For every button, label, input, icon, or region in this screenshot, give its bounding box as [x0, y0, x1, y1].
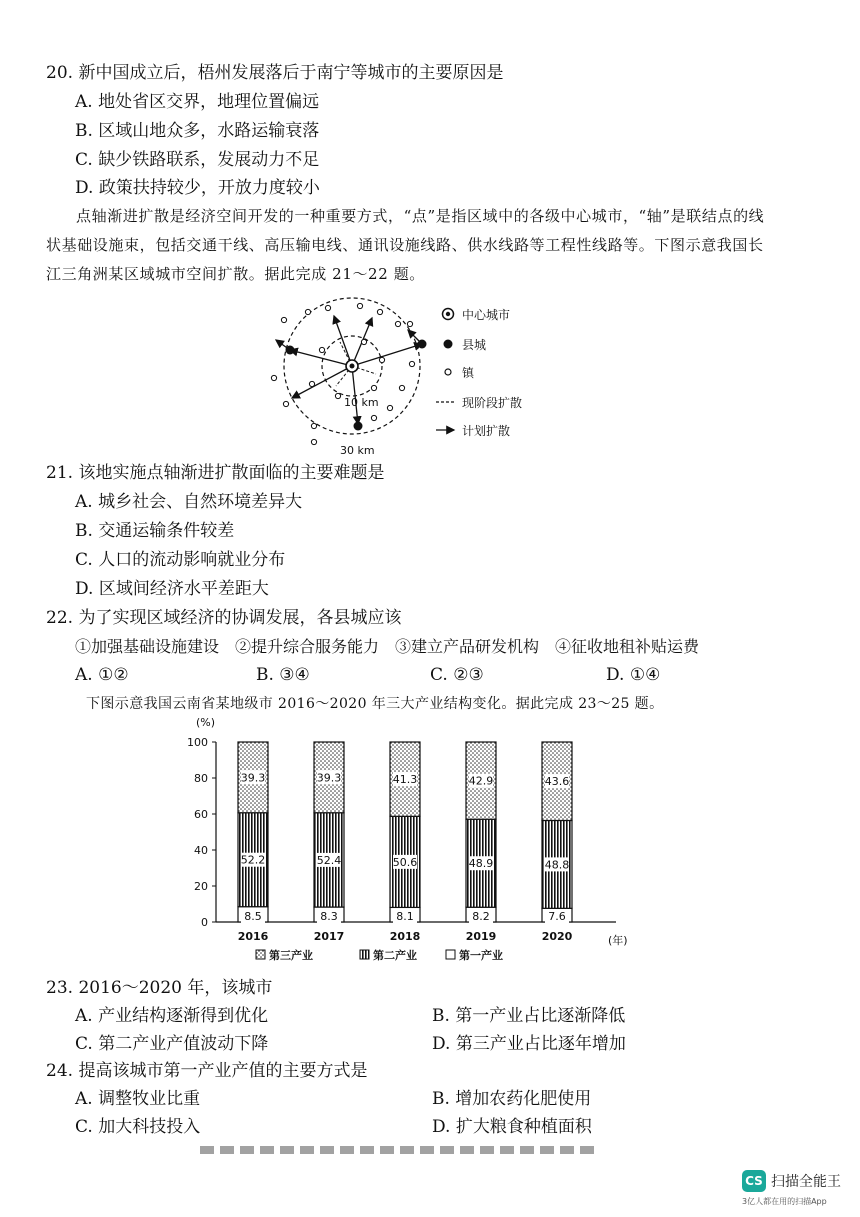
q24-option-b: B. 增加农药化肥使用 — [432, 1089, 592, 1109]
spatial-diffusion-diagram — [262, 294, 562, 460]
legend-town: 镇 — [462, 366, 475, 380]
q22-option-b: B. ③④ — [256, 665, 310, 685]
data-label: 8.5 — [244, 910, 262, 923]
town-markers — [271, 303, 414, 444]
data-label: 41.3 — [392, 773, 418, 787]
y-axis-title: (%) — [196, 716, 216, 729]
outer-radius-label: 30 km — [340, 444, 375, 457]
q20-option-c: C. 缺少铁路联系，发展动力不足 — [75, 150, 320, 170]
intro-paragraph-1: 点轴渐进扩散是经济空间开发的一种重要方式，“点”是指区域中的各级中心城市，“轴”是联结点的线状基础设施束，包括交通干线、高压输电线、通讯设施线路、供水线路等工程性线路等。下图示意我国长江三角洲某区域城市空间扩散。据此完成 21～22 题。 — [46, 207, 765, 283]
legend-label: 第一产业 — [459, 949, 503, 962]
data-label: 39.3 — [240, 771, 266, 785]
q23-stem: 23. 2016～2020 年，该城市 — [46, 978, 273, 998]
county-marker — [354, 422, 363, 431]
q22-stem: 22. 为了实现区域经济的协调发展，各县城应该 — [46, 608, 402, 628]
data-label: 48.9 — [468, 857, 494, 871]
legend-town-icon — [445, 369, 451, 375]
legend-swatch — [256, 950, 265, 959]
q24-stem: 24. 提高该城市第一产业产值的主要方式是 — [46, 1061, 368, 1081]
legend-county-icon — [444, 340, 453, 349]
y-tick-label: 80 — [194, 772, 208, 785]
q21-option-b: B. 交通运输条件较差 — [75, 521, 235, 541]
data-label: 8.1 — [396, 910, 414, 923]
legend-planned: 计划扩散 — [462, 424, 511, 438]
data-label: 8.3 — [320, 910, 338, 923]
y-tick-label: 20 — [194, 880, 208, 893]
data-label: 42.9 — [468, 774, 494, 788]
q24-option-d: D. 扩大粮食种植面积 — [432, 1117, 592, 1137]
x-tick-label: 2018 — [389, 930, 421, 943]
x-tick-label: 2020 — [541, 930, 573, 943]
q24-option-a: A. 调整牧业比重 — [75, 1089, 201, 1109]
legend-swatch — [360, 950, 369, 959]
data-label: 39.3 — [316, 771, 342, 785]
x-axis-unit: (年) — [608, 934, 628, 947]
q22-option-c: C. ②③ — [430, 665, 484, 685]
legend-current: 现阶段扩散 — [462, 396, 523, 410]
q24-option-c: C. 加大科技投入 — [75, 1117, 201, 1137]
data-label: 52.4 — [316, 853, 342, 867]
q20-option-a: A. 地处省区交界，地理位置偏远 — [75, 92, 320, 112]
data-label: 8.2 — [472, 910, 490, 923]
x-tick-label: 2017 — [313, 930, 345, 943]
y-tick-label: 60 — [194, 808, 208, 821]
scanner-app-title: 扫描全能王 — [771, 1174, 841, 1190]
legend-swatch — [446, 950, 455, 959]
central-city-dot — [350, 364, 355, 369]
data-label: 7.6 — [548, 910, 566, 923]
legend-central-city: 中心城市 — [462, 308, 511, 322]
intro-paragraph-2: 下图示意我国云南省某地级市 2016～2020 年三大产业结构变化。据此完成 23～25 题。 — [86, 696, 664, 712]
q22-option-a: A. ①② — [75, 665, 129, 685]
q21-option-c: C. 人口的流动影响就业分布 — [75, 550, 286, 570]
q21-stem: 21. 该地实施点轴渐进扩散面临的主要难题是 — [46, 463, 385, 483]
industry-structure-chart — [176, 712, 636, 974]
county-marker — [286, 346, 295, 355]
q20-stem: 20. 新中国成立后，梧州发展落后于南宁等城市的主要原因是 — [46, 63, 504, 83]
q23-option-c: C. 第二产业产值波动下降 — [75, 1034, 269, 1054]
inner-radius-label: 10 km — [344, 396, 379, 409]
legend-county: 县城 — [462, 338, 487, 352]
q21-option-a: A. 城乡社会、自然环境差异大 — [75, 492, 303, 512]
q23-option-a: A. 产业结构逐渐得到优化 — [75, 1006, 269, 1026]
data-label: 43.6 — [544, 775, 570, 789]
data-label: 50.6 — [392, 855, 418, 869]
legend-label: 第三产业 — [269, 949, 313, 962]
q20-option-d: D. 政策扶持较少，开放力度较小 — [75, 178, 320, 198]
scanner-badge-icon: CS — [742, 1170, 766, 1192]
q20-option-b: B. 区域山地众多，水路运输衰落 — [75, 121, 320, 141]
x-tick-label: 2019 — [465, 930, 497, 943]
q23-option-b: B. 第一产业占比逐渐降低 — [432, 1006, 626, 1026]
q21-option-d: D. 区域间经济水平差距大 — [75, 579, 269, 599]
q22-option-d: D. ①④ — [606, 665, 661, 685]
q23-option-d: D. 第三产业占比逐年增加 — [432, 1034, 626, 1054]
legend-label: 第二产业 — [373, 949, 417, 962]
x-tick-label: 2016 — [237, 930, 269, 943]
q22-items: ①加强基础设施建设 ②提升综合服务能力 ③建立产品研发机构 ④征收地租补贴运费 — [75, 637, 700, 656]
scanner-app-subtitle: 3亿人都在用的扫描App — [742, 1197, 827, 1206]
y-tick-label: 40 — [194, 844, 208, 857]
data-label: 52.2 — [240, 853, 266, 867]
y-tick-label: 100 — [187, 736, 208, 749]
county-marker — [418, 340, 427, 349]
cropped-footer-text — [200, 1146, 600, 1154]
data-label: 48.8 — [544, 858, 570, 872]
y-tick-label: 0 — [201, 916, 208, 929]
